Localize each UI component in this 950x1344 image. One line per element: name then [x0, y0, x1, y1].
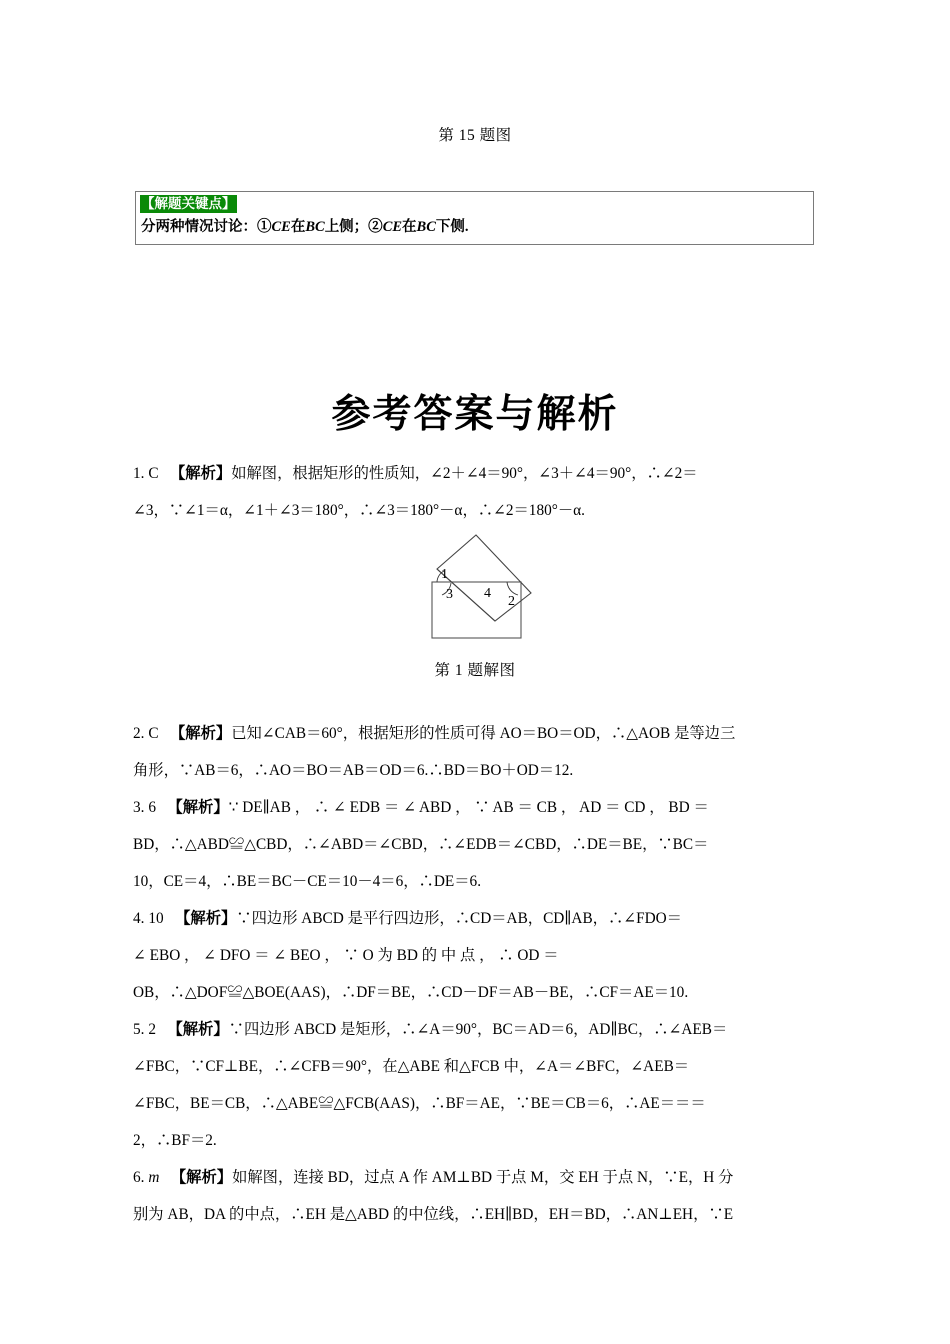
answer-result-1: C [148, 465, 159, 482]
keypoint-prefix: 分两种情况讨论：① [141, 219, 272, 235]
answer-line-6-1: 如解图，连接 BD，过点 A 作 AM⊥BD 于点 M，交 EH 于点 N，∵E，H 分 [232, 1169, 734, 1186]
angle-label-2: 2 [508, 594, 515, 609]
answer-line-2-2: 角形，∵AB＝6，∴AO＝BO＝AB＝OD＝6.∴BD＝BO＋OD＝12. [133, 762, 574, 779]
figure-caption-bottom: 第 1 题解图 [434, 662, 516, 679]
answer-line-1-1: 如解图，根据矩形的性质知，∠2＋∠4＝90°，∠3＋∠4＝90°，∴∠2＝ [231, 465, 698, 482]
answer-line-3-3: 10，CE＝4，∴BE＝BC－CE＝10－4＝6，∴DE＝6. [133, 873, 482, 890]
keypoint-mid-1: 在 [290, 219, 306, 235]
answer-line-4-2-wrap [133, 937, 817, 974]
answer-item-6 [133, 1159, 817, 1196]
angle-label-1: 1 [441, 567, 448, 582]
keypoint-box [135, 191, 814, 245]
answer-line-5-2-wrap [133, 1048, 817, 1085]
answer-line-2-1: 已知∠CAB＝60°，根据矩形的性质可得 AO＝BO＝OD，∴△AOB 是等边三 [231, 725, 736, 742]
keypoint-term-2: BC [305, 219, 325, 235]
answer-line-4-3-wrap [133, 974, 817, 1011]
answer-line-4-2: ∠ EBO ， ∠ DFO ＝ ∠ BEO ， ∵ O 为 BD 的 中 点 ， ∴ OD ＝ [133, 947, 559, 964]
answer-line-5-3-wrap [133, 1085, 817, 1122]
answer-line-5-4-wrap [133, 1122, 817, 1159]
answer-line-6-2: 别为 AB，DA 的中点，∴EH 是△ABD 的中位线，∴EH∥BD，EH＝BD，∴AN⊥EH，∵E [133, 1206, 734, 1223]
answer-item-2 [133, 715, 817, 752]
answer-marker-4: 【解析】 [175, 910, 237, 927]
answer-line-5-4: 2，∴BF＝2. [133, 1132, 217, 1149]
geometry-figure [0, 520, 950, 645]
answer-result-6: m [148, 1169, 160, 1186]
keypoint-text [141, 217, 469, 237]
answer-marker-2: 【解析】 [170, 725, 232, 742]
answer-item-3 [133, 789, 817, 826]
geometry-figure-block [0, 520, 950, 680]
answer-line-6-2-wrap [133, 1196, 817, 1233]
page-title: 参考答案与解析 [331, 393, 619, 436]
answer-result-5: 2 [148, 1021, 156, 1038]
answer-line-5-2: ∠FBC，∵CF⊥BE，∴∠CFB＝90°，在△ABE 和△FCB 中，∠A＝∠BFC，∠AEB＝ [133, 1058, 690, 1075]
answer-number-5: 5. [133, 1021, 145, 1038]
keypoint-mid-2: 上侧；② [324, 219, 383, 235]
answer-number-4: 4. [133, 910, 145, 927]
answer-result-4: 10 [148, 910, 164, 927]
keypoint-badge: 【解题关键点】 [141, 196, 236, 211]
answer-marker-6: 【解析】 [170, 1169, 233, 1186]
answer-line-5-3: ∠FBC，BE＝CB，∴△ABE≌△FCB(AAS)，∴BF＝AE，∵BE＝CB＝6，∴AE＝＝＝ [133, 1095, 706, 1112]
angle-label-3: 3 [446, 587, 453, 602]
answer-line-5-1: ∵四边形 ABCD 是矩形，∴∠A＝90°，BC＝AD＝6，AD∥BC，∴∠AEB＝ [228, 1021, 728, 1038]
answer-item-1 [133, 455, 817, 492]
answer-line-3-3-wrap [133, 863, 817, 900]
answer-line-3-2-wrap [133, 826, 817, 863]
geometry-diagram-svg [0, 520, 950, 645]
answer-number-3: 3. [133, 799, 145, 816]
answer-marker-5: 【解析】 [167, 1021, 229, 1038]
answer-number-2: 2. [133, 725, 145, 742]
answer-item-4 [133, 900, 817, 937]
answer-result-3: 6 [148, 799, 156, 816]
keypoint-mid-3: 在 [402, 219, 417, 235]
answer-item-5 [133, 1011, 817, 1048]
answer-line-3-1: ∵ DE∥AB ， ∴ ∠ EDB ＝ ∠ ABD ， ∵ AB ＝ CB ， AD ＝ CD ， BD ＝ [228, 799, 709, 816]
keypoint-term-4: BC [416, 219, 436, 235]
answer-line-2-2-wrap [133, 752, 817, 789]
rotated-rectangle [437, 535, 531, 621]
answer-result-2: C [148, 725, 159, 742]
figure-caption-top: 第 15 题图 [438, 127, 512, 144]
answer-marker-3: 【解析】 [167, 799, 229, 816]
answer-line-4-3: OB，∴△DOF≌△BOE(AAS)，∴DF＝BE，∴CD－DF＝AB－BE，∴CF＝AE＝10. [133, 984, 689, 1001]
answer-line-4-1: ∵四边形 ABCD 是平行四边形，∴CD＝AB，CD∥AB，∴∠FDO＝ [236, 910, 682, 927]
answer-number-1: 1. [133, 465, 145, 482]
answer-marker-1: 【解析】 [170, 465, 232, 482]
answer-number-6: 6. [133, 1169, 145, 1186]
answer-line-3-2: BD，∴△ABD≌△CBD，∴∠ABD＝∠CBD，∴∠EDB＝∠CBD，∴DE＝BE，∵BC＝ [133, 836, 709, 853]
angle-label-4: 4 [484, 586, 491, 601]
keypoint-term-3: CE [382, 219, 403, 235]
answer-line-1-2: ∠3，∵∠1＝α，∠1＋∠3＝180°，∴∠3＝180°－α，∴∠2＝180°－α. [133, 502, 586, 519]
keypoint-suffix: 下侧. [435, 219, 469, 235]
keypoint-term-1: CE [271, 219, 291, 235]
